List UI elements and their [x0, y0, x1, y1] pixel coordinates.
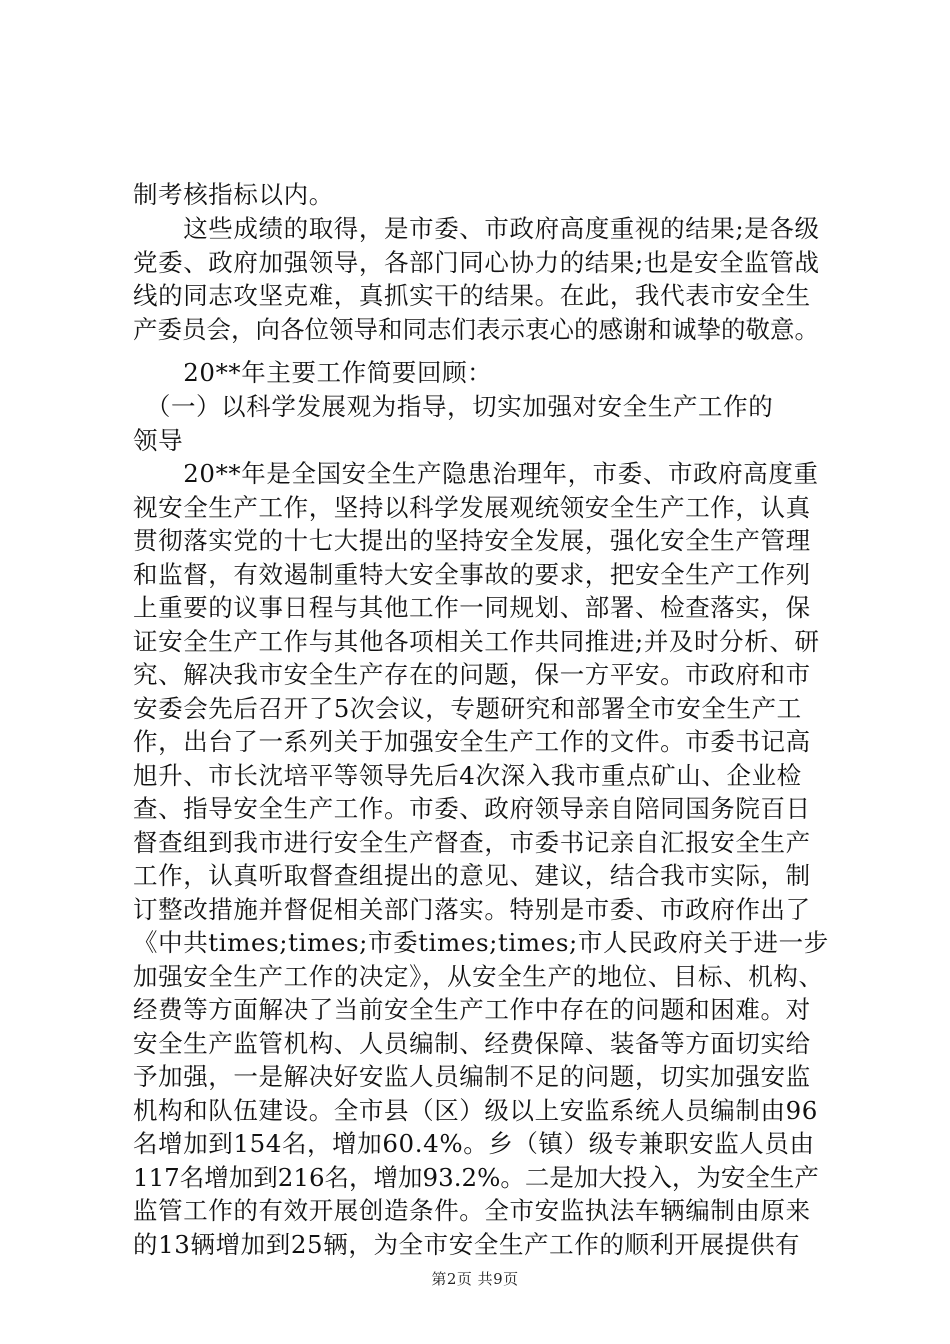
text-line: 名增加到154名，增加60.4%。乡（镇）级专兼职安监人员由: [133, 1129, 815, 1158]
text-line: 党委、政府加强领导，各部门同心协力的结果;也是安全监管战: [133, 247, 820, 277]
text-line: 这些成绩的取得，是市委、市政府高度重视的结果;是各级: [133, 214, 820, 243]
text-line: 作，出台了一系列关于加强安全生产工作的文件。市委书记高: [133, 727, 811, 756]
text-line: 《中共times;times;市委times;times;市人民政府关于进一步: [133, 928, 829, 957]
text-line: 领导: [133, 425, 184, 455]
text-line: 加强安全生产工作的决定》，从安全生产的地位、目标、机构、: [133, 961, 824, 991]
text-line: 订整改措施并督促相关部门落实。特别是市委、市政府作出了: [133, 894, 811, 924]
paragraph-achievements: [133, 212, 833, 346]
text-line: 产委员会，向各位领导和同志们表示衷心的感谢和诚挚的敬意。: [133, 314, 819, 344]
text-line: 和监督，有效遏制重特大安全事故的要求，把安全生产工作列: [133, 559, 811, 589]
text-line: 20**年是全国安全生产隐患治理年，市委、市政府高度重: [133, 459, 819, 488]
text-line: 贯彻落实党的十七大提出的坚持安全发展，强化安全生产管理: [133, 526, 811, 555]
text-line: 117名增加到216名，增加93.2%。二是加大投入，为安全生产: [133, 1162, 819, 1192]
text-line: 予加强，一是解决好安监人员编制不足的问题，切实加强安监: [133, 1062, 811, 1091]
paragraph-continuation: [133, 178, 833, 212]
text-line: 监管工作的有效开展创造条件。全市安监执法车辆编制由原来: [133, 1196, 811, 1225]
paragraph-body: [133, 457, 833, 1261]
text-line: 制考核指标以内。: [133, 180, 334, 209]
text-line: 查、指导安全生产工作。市委、政府领导亲自陪同国务院百日: [133, 794, 811, 823]
text-line: 证安全生产工作与其他各项相关工作共同推进;并及时分析、研: [133, 626, 820, 656]
subsection-heading-one: [133, 390, 833, 457]
text-line: 线的同志攻坚克难，真抓实干的结果。在此，我代表市安全生: [133, 281, 811, 310]
text-line: 视安全生产工作，坚持以科学发展观统领安全生产工作，认真: [133, 492, 811, 522]
text-line: 经费等方面解决了当前安全生产工作中存在的问题和困难。对: [133, 995, 811, 1024]
text-line: （一）以科学发展观为指导，切实加强对安全生产工作的: [133, 392, 774, 421]
text-line: 20**年主要工作简要回顾：: [133, 358, 493, 387]
text-line: 督查组到我市进行安全生产督查，市委书记亲自汇报安全生产: [133, 827, 811, 857]
text-line: 安全生产监管机构、人员编制、经费保障、装备等方面切实给: [133, 1028, 811, 1058]
text-line: 机构和队伍建设。全市县（区）级以上安监系统人员编制由96: [133, 1095, 818, 1125]
section-heading-review: [133, 356, 833, 390]
text-line: 究、解决我市安全生产存在的问题，保一方平安。市政府和市: [133, 660, 811, 689]
text-line: 工作，认真听取督查组提出的意见、建议，结合我市实际，制: [133, 861, 811, 890]
page-number-footer: 第2页 共9页: [431, 1270, 519, 1288]
text-line: 旭升、市长沈培平等领导先后4次深入我市重点矿山、企业检: [133, 760, 802, 790]
text-line: 安委会先后召开了5次会议，专题研究和部署全市安全生产工: [133, 693, 802, 723]
text-line: 的13辆增加到25辆，为全市安全生产工作的顺利开展提供有: [133, 1229, 801, 1259]
text-line: 上重要的议事日程与其他工作一同规划、部署、检查落实，保: [133, 593, 811, 622]
